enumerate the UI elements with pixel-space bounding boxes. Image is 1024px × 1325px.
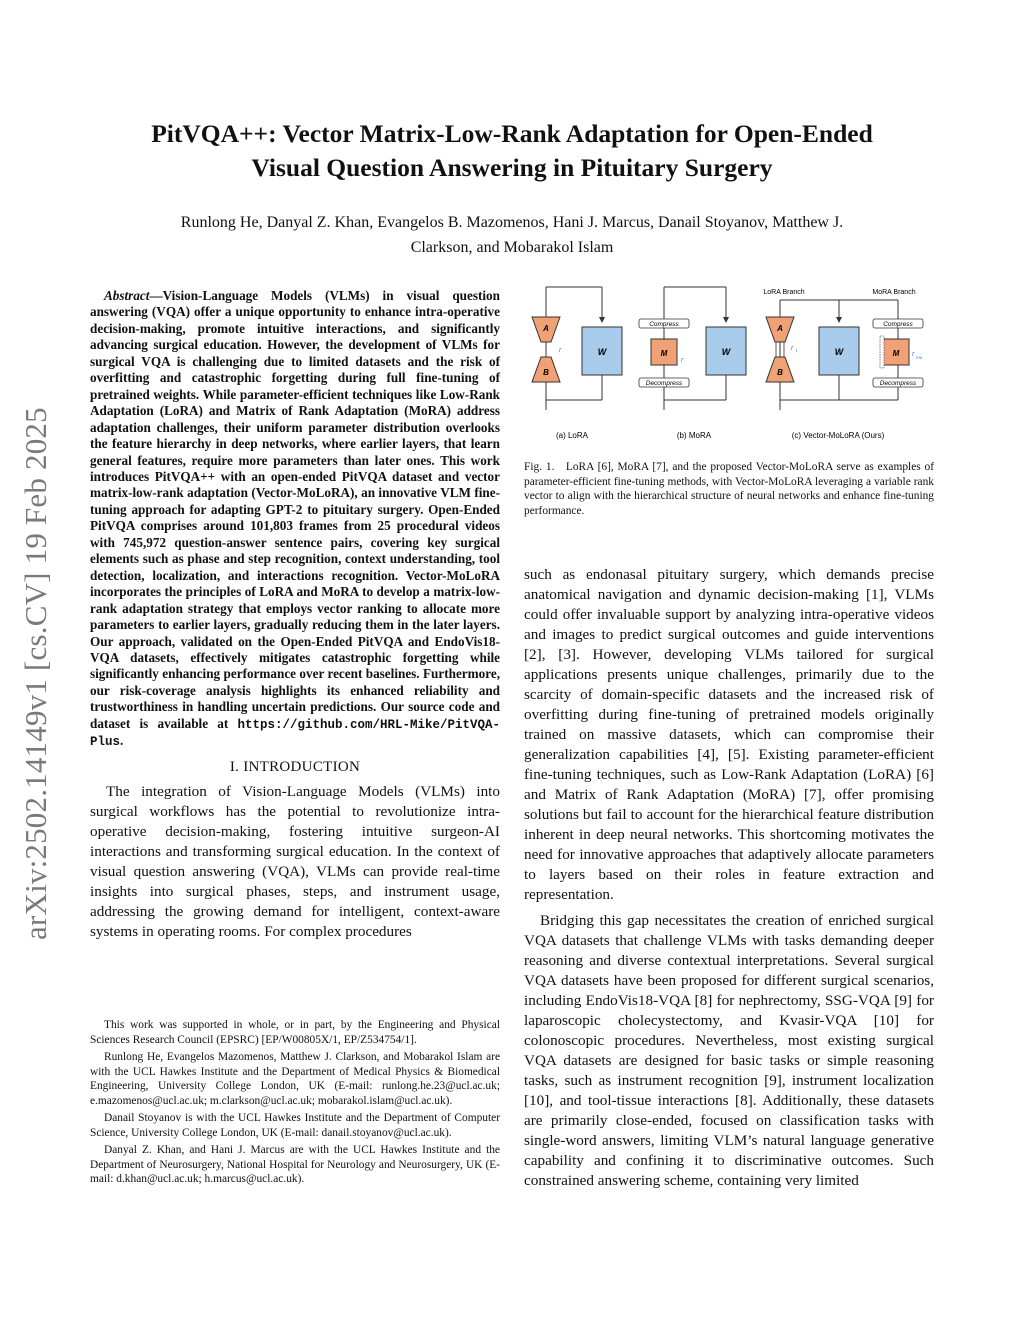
subcaption-vector-molora: (c) Vector-MoLoRA (Ours) <box>791 431 885 440</box>
authors-line-1: Runlong He, Danyal Z. Khan, Evangelos B. Mazomenos, Hani J. Marcus, Danail Stoyanov, Matthew J. <box>180 214 844 231</box>
abstract <box>90 288 500 751</box>
footnote-funding: This work was supported in whole, or in part, by the Engineering and Physical Sciences Research Council (EPSRC) [EP/W00805X/1, EP/Z534754/1]. <box>90 1019 500 1046</box>
source-code-link[interactable]: https://github.com/HRL-Mike/PitVQA-Plus <box>90 717 500 750</box>
vm-mora-rank-sub: mo <box>916 355 923 360</box>
vm-rank-vector-sub: l <box>796 348 797 353</box>
vm-compress-label: Compress <box>883 321 913 328</box>
vm-b-label: B <box>777 368 783 377</box>
lora-branch-label: LoRA Branch <box>763 289 805 296</box>
footnote-affiliation-3: Danyal Z. Khan, and Hani J. Marcus are with the UCL Hawkes Institute and the Department of Neurosurgery, National Hospital for Neurology and Neurosurgery, UK (E-mail: d.khan@ucl.ac.uk; h.marcus@ucl.ac.uk). <box>90 1144 500 1185</box>
footnotes <box>90 1018 500 1190</box>
intro-paragraph-2: Bridging this gap necessitates the creation of enriched surgical VQA datasets that challenge VLMs with tasks demanding deeper reasoning and diverse contextual interpretations. Several surgical VQA datasets have been proposed for different surgical scenarios, including EndoVis18-VQA [8] for nephrectomy, SSG-VQA [9] for laparoscopic cholecystectomy, and Kvasir-VQA [10] for colonoscopic procedures. Nevertheless, most existing surgical VQA datasets are designed for basic tasks or simple reasoning tasks, such as instrument recognition [9], instrument localization [10], and tool-tissue interactions [8]. Additionally, these datasets are primarily close-ended, focused on classification tasks with single-word answers, limiting VLM’s natural language generative capability and confining it to discriminative outcomes. Such constrained answering scheme, containing very limited <box>524 912 934 1189</box>
lora-rank-label: r <box>559 347 562 354</box>
caption-text: LoRA [6], MoRA [7], and the proposed Vector-MoLoRA serve as examples of parameter-efficient fine-tuning methods, with Vector-MoLoRA leveraging a variable rank vector to align with the hierarchical structure of neural networks and enhance fine-tuning performance. <box>524 461 935 517</box>
mora-w-label: W <box>721 347 731 357</box>
vm-decompress-label: Decompress <box>879 380 917 387</box>
caption-label: Fig. 1. <box>524 461 555 473</box>
right-column <box>524 565 934 1191</box>
vm-mora-rank-label: r <box>912 351 915 358</box>
intro-paragraph-1-continued: such as endonasal pituitary surgery, which demands precise anatomical navigation and dynamic decision-making [1], VLMs could offer invaluable support by analyzing intra-operative videos and images to predict surgical outcomes and guide interventions [2], [3]. However, developing VLMs tailored for surgical applications presents unique challenges, primarily due to the scarcity of domain-specific datasets and the increased risk of overfitting during fine-tuning of pretrained models originally trained on massive datasets, which can compromise their generalization capabilities [4], [5]. Existing parameter-efficient fine-tuning techniques, such as Low-Rank Adaptation (LoRA) [6] and Matrix of Rank Adaptation (MoRA) [7], offer promising solutions but fail to account for the hierarchical feature distribution inherent in deep neural networks. This shortcoming motivates the need for innovative approaches that adaptively allocate parameters to layers based on their roles in feature extraction and representation. <box>524 566 934 903</box>
panel-vector-molora <box>763 289 923 440</box>
footnote-affiliation-1: Runlong He, Evangelos Mazomenos, Matthew J. Clarkson, and Mobarakol Islam are with the UCL Hawkes Institute and the Department of Medical Physics & Biomedical Engineering, University College London, UK (E-mail: runlong.he.23@ucl.ac.uk; e.mazomenos@ucl.ac.uk; m.clarkson@ucl.ac.uk; mobarakol.islam@ucl.ac.uk). <box>90 1051 500 1107</box>
mora-m-label: M <box>660 349 668 358</box>
author-list <box>100 210 924 260</box>
panel-mora <box>639 287 746 440</box>
figure-1 <box>524 282 934 442</box>
mora-compress-label: Compress <box>649 321 679 328</box>
panel-lora <box>532 287 622 440</box>
lora-b-label: B <box>543 368 549 377</box>
vm-m-label: M <box>892 349 900 358</box>
vm-m-stack <box>880 336 884 368</box>
mora-branch-label: MoRA Branch <box>872 289 916 296</box>
subcaption-lora: (a) LoRA <box>555 431 589 440</box>
mora-decompress-label: Decompress <box>645 380 683 387</box>
title-line-1: PitVQA++: Vector Matrix-Low-Rank Adaptation for Open-Ended <box>151 119 873 148</box>
footnote-affiliation-2: Danail Stoyanov is with the UCL Hawkes Institute and the Department of Computer Science, University College London, UK (E-mail: danail.stoyanov@ucl.ac.uk). <box>90 1112 500 1139</box>
figure-1-caption <box>524 460 934 518</box>
subcaption-mora: (b) MoRA <box>676 431 712 440</box>
abstract-end: . <box>120 733 124 749</box>
figure-1-diagram <box>524 282 934 442</box>
authors-line-2: Clarkson, and Mobarakol Islam <box>410 239 614 256</box>
left-column <box>90 288 500 942</box>
section-heading-introduction: I. INTRODUCTION <box>229 758 361 775</box>
paper-title <box>80 117 944 185</box>
vm-a-label: A <box>777 324 783 333</box>
title-line-2: Visual Question Answering in Pituitary Surgery <box>251 153 773 182</box>
abstract-dash: — <box>149 288 163 303</box>
vm-rank-vector-label: r <box>791 345 794 352</box>
abstract-label: Abstract <box>104 288 150 303</box>
abstract-text: Vision-Language Models (VLMs) in visual question answering (VQA) offer a unique opportunity to enhance intra-operative decision-making, promote intuitive interactions, and significantly advancing surgical education. However, the development of VLMs for surgical VQA is challenging due to limited datasets and the risk of overfitting and catastrophic forgetting during full fine-tuning of pretrained weights. While parameter-efficient techniques like Low-Rank Adaptation (LoRA) and Matrix of Rank Adaptation (MoRA) address adaptation challenges, their uniform parameter distribution overlooks the feature hierarchy in deep networks, where earlier layers, that learn general features, require more parameters than later ones. This work introduces PitVQA++ with an open-ended PitVQA dataset and vector matrix-low-rank adaptation (Vector-MoLoRA), an innovative VLM fine-tuning approach for adapting GPT-2 to pituitary surgery. Open-Ended PitVQA comprises around 101,803 frames from 25 procedural videos with 745,972 question-answer sentence pairs, covering key surgical elements such as phase and step recognition, context understanding, tool detection, localization, and interactions recognition. Vector-MoLoRA incorporates the principles of LoRA and MoRA to develop a matrix-low-rank adaptation strategy that employs vector ranking to allocate more parameters to earlier layers, gradually reducing them in the later layers. Our approach, validated on the Open-Ended PitVQA and EndoVis18-VQA datasets, effectively mitigates catastrophic forgetting while significantly enhancing performance over recent baselines. Furthermore, our risk-coverage analysis highlights its enhanced reliability and trustworthiness in handling uncertain predictions. Our source code and dataset is available at <box>90 288 500 731</box>
arxiv-identifier-stamp: arXiv:2502.14149v1 [cs.CV] 19 Feb 2025 <box>18 407 53 940</box>
mora-rank-label: r <box>681 357 684 364</box>
lora-a-label: A <box>543 324 549 333</box>
lora-w-label: W <box>597 347 607 357</box>
vm-w-label: W <box>834 347 844 357</box>
intro-paragraph-1: The integration of Vision-Language Models (VLMs) into surgical workflows has the potential to revolutionize intra-operative decision-making, fostering intuitive surgeon-AI interactions and transforming surgical education. In the context of visual question answering (VQA), VLMs can provide real-time insights into surgical phases, steps, and instrument usage, addressing the growing demand for intelligent, context-aware systems in operating rooms. For complex procedures <box>90 782 500 940</box>
